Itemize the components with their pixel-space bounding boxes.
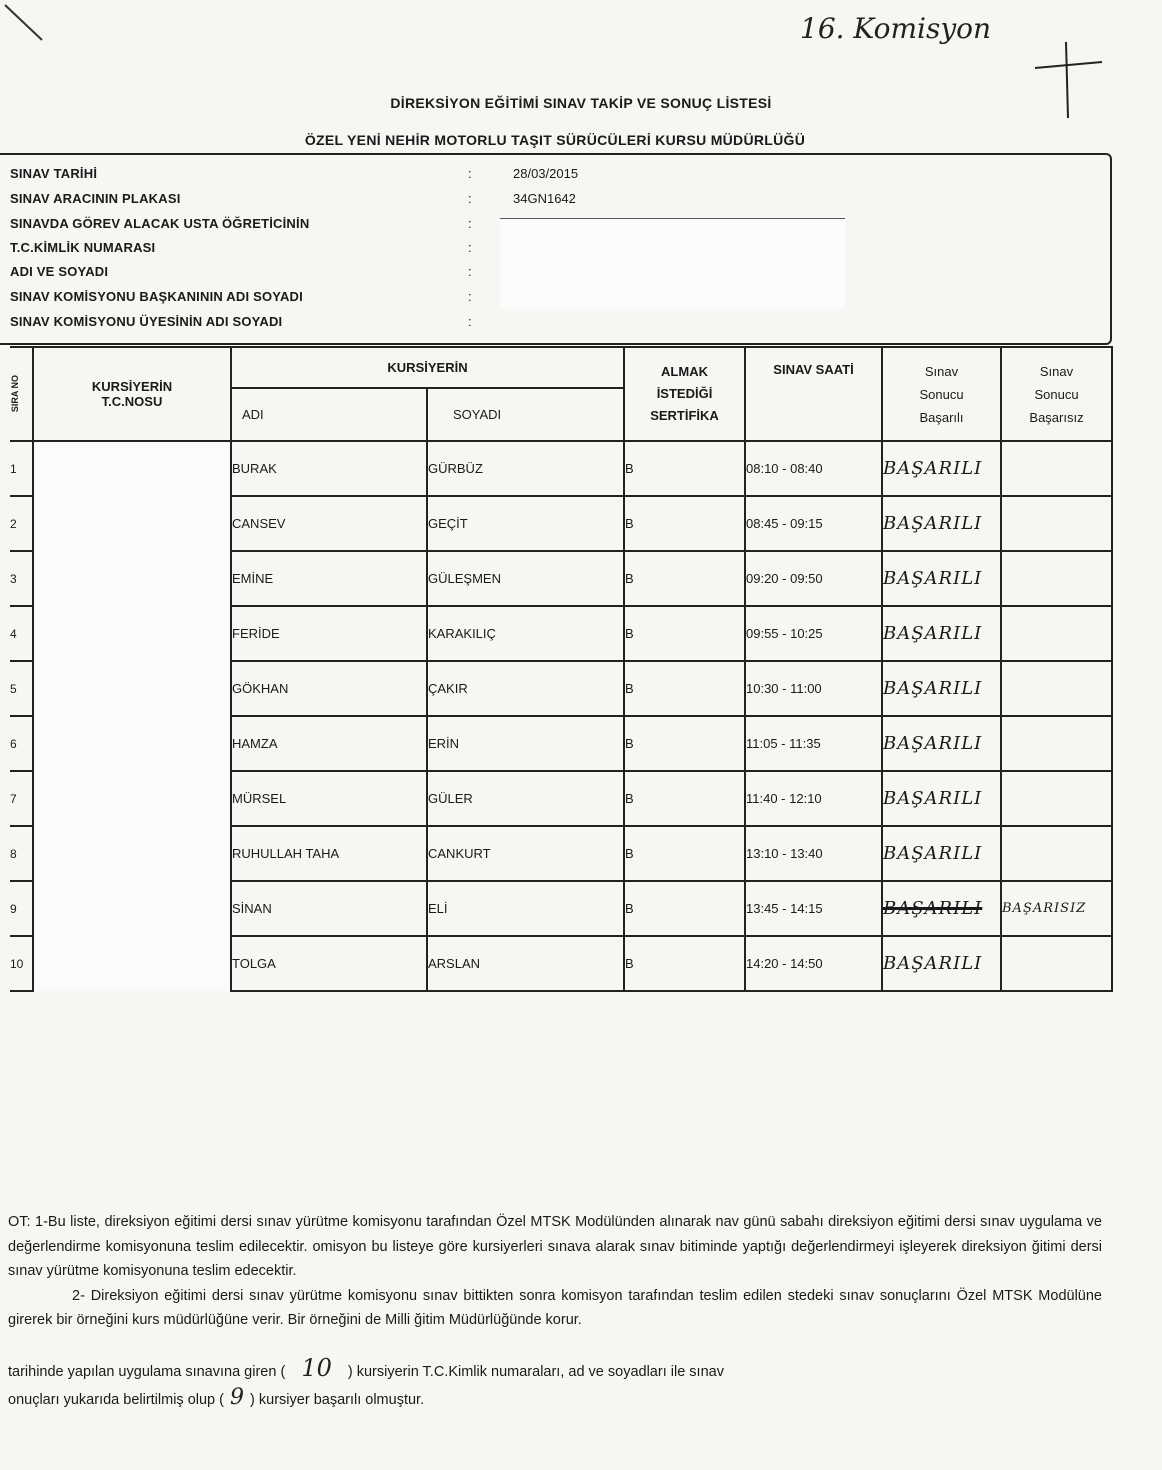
colon: : — [468, 264, 472, 279]
row-number: 10 — [10, 936, 33, 991]
result-passed: BAŞARILI — [882, 771, 1001, 826]
certificate: B — [624, 606, 745, 661]
result-failed — [1001, 661, 1112, 716]
result-passed: BAŞARILI — [882, 496, 1001, 551]
tc-number-redacted — [33, 551, 231, 606]
first-name: FERİDE — [231, 606, 427, 661]
vehicle-plate: 34GN1642 — [513, 191, 576, 206]
exam-time: 13:10 - 13:40 — [745, 826, 882, 881]
result-passed: BAŞARILI — [882, 936, 1001, 991]
result-failed — [1001, 826, 1112, 881]
info-label-member: SINAV KOMİSYONU ÜYESİNİN ADI SOYADI — [10, 314, 283, 329]
header-soyadi: SOYADI — [427, 388, 624, 441]
header-sira-no: SIRA NO — [10, 347, 33, 441]
handwritten-total-count: 10 — [301, 1353, 332, 1382]
first-name: GÖKHAN — [231, 661, 427, 716]
table-row — [10, 661, 1112, 716]
last-name: CANKURT — [427, 826, 624, 881]
exam-time: 14:20 - 14:50 — [745, 936, 882, 991]
tc-number-redacted — [33, 606, 231, 661]
note-2: 2- Direksiyon eğitimi dersi sınav yürütme komisyonu sınav bittikten sonra komisyon tarafından teslim edilen stedeki sınav sonuçlarını Özel MTSK Modülüne girerek bir örneğini kurs müdürlüğüne verir. Bir örneğini de Milli ğitim Müdürlüğünde korur. — [8, 1287, 1102, 1328]
result-failed — [1001, 936, 1112, 991]
result-passed: BAŞARILI — [882, 606, 1001, 661]
last-name: ERİN — [427, 716, 624, 771]
colon: : — [468, 240, 472, 255]
result-passed: BAŞARILI — [882, 441, 1001, 496]
handwritten-commission-label: 16. Komisyon — [800, 12, 992, 45]
results-table — [10, 346, 1113, 992]
certificate: B — [624, 771, 745, 826]
tc-number-redacted — [33, 661, 231, 716]
header-basarisiz: Sınav Sonucu Başarısız — [1001, 347, 1112, 441]
colon: : — [468, 289, 472, 304]
first-name: CANSEV — [231, 496, 427, 551]
table-row — [10, 881, 1112, 936]
colon: : — [468, 166, 472, 181]
last-name: GEÇİT — [427, 496, 624, 551]
tc-number-redacted — [33, 496, 231, 551]
row-number: 1 — [10, 441, 33, 496]
last-name: GÜRBÜZ — [427, 441, 624, 496]
row-number: 9 — [10, 881, 33, 936]
colon: : — [468, 216, 472, 231]
exam-time: 11:05 - 11:35 — [745, 716, 882, 771]
exam-time: 09:55 - 10:25 — [745, 606, 882, 661]
school-title: ÖZEL YENİ NEHİR MOTORLU TAŞIT SÜRÜCÜLERİ KURSU MÜDÜRLÜĞÜ — [304, 132, 806, 148]
table-row — [10, 936, 1112, 991]
exam-date: 28/03/2015 — [513, 166, 579, 181]
tc-number-redacted — [33, 881, 231, 936]
page-title: DİREKSİYON EĞİTİMİ SINAV TAKİP VE SONUÇ LİSTESİ — [390, 95, 772, 111]
header-sinav-saati: SINAV SAATİ — [745, 347, 882, 441]
table-row — [10, 496, 1112, 551]
redacted-area — [500, 218, 845, 309]
colon: : — [468, 314, 472, 329]
last-name: GÜLEŞMEN — [427, 551, 624, 606]
certificate: B — [624, 716, 745, 771]
info-label-date: SINAV TARİHİ — [10, 166, 98, 181]
table-row — [10, 716, 1112, 771]
first-name: EMİNE — [231, 551, 427, 606]
note-1: OT: 1-Bu liste, direksiyon eğitimi dersi sınav yürütme komisyonu tarafından Özel MTSK Modülünden alınarak nav günü sabahı direksiyon eğitimi dersi sınav uygulama ve değerlendirme komisyonuna teslim edilecektir. omisyon bu listeye göre kursiyerleri sınava alarak sınav bitiminde yaptığı değerlendirmeyi işleyerek direksiyon ğitimi dersi sınav yürütme komisyonuna teslim edecektir. — [8, 1214, 1102, 1279]
result-failed — [1001, 771, 1112, 826]
tc-number-redacted — [33, 716, 231, 771]
certificate: B — [624, 441, 745, 496]
exam-time: 08:45 - 09:15 — [745, 496, 882, 551]
info-label-plate: SINAV ARACININ PLAKASI — [10, 191, 181, 206]
row-number: 7 — [10, 771, 33, 826]
scan-mark-top-left — [0, 0, 60, 50]
info-label-instructor: SINAVDA GÖREV ALACAK USTA ÖĞRETİCİNİN — [10, 216, 310, 231]
table-row — [10, 771, 1112, 826]
result-passed: BAŞARILI — [882, 551, 1001, 606]
exam-time: 13:45 - 14:15 — [745, 881, 882, 936]
first-name: HAMZA — [231, 716, 427, 771]
tc-number-redacted — [33, 936, 231, 991]
handwritten-pass-count: 9 — [230, 1384, 245, 1410]
row-number: 3 — [10, 551, 33, 606]
last-name: ÇAKIR — [427, 661, 624, 716]
header-sertifika: ALMAK İSTEDİĞİ SERTİFİKA — [624, 347, 745, 441]
row-number: 5 — [10, 661, 33, 716]
table-row — [10, 606, 1112, 661]
result-failed: BAŞARISIZ — [1001, 881, 1112, 936]
last-name: ARSLAN — [427, 936, 624, 991]
certificate: B — [624, 661, 745, 716]
info-label-chair: SINAV KOMİSYONU BAŞKANININ ADI SOYADI — [10, 289, 303, 304]
result-failed — [1001, 716, 1112, 771]
header-basarili: Sınav Sonucu Başarılı — [882, 347, 1001, 441]
note-3-text-a: tarihinde yapılan uygulama sınavına giren ( — [8, 1363, 286, 1380]
certificate: B — [624, 826, 745, 881]
result-failed — [1001, 441, 1112, 496]
row-number: 2 — [10, 496, 33, 551]
last-name: GÜLER — [427, 771, 624, 826]
first-name: SİNAN — [231, 881, 427, 936]
table-row — [10, 551, 1112, 606]
tc-number-redacted — [33, 826, 231, 881]
exam-time: 11:40 - 12:10 — [745, 771, 882, 826]
first-name: BURAK — [231, 441, 427, 496]
info-label-name: ADI VE SOYADI — [10, 264, 109, 279]
row-number: 4 — [10, 606, 33, 661]
table-row — [10, 441, 1112, 496]
row-number: 8 — [10, 826, 33, 881]
exam-time: 08:10 - 08:40 — [745, 441, 882, 496]
first-name: MÜRSEL — [231, 771, 427, 826]
result-failed — [1001, 496, 1112, 551]
note-3-text-c: onuçları yukarıda belirtilmiş olup ( — [8, 1391, 224, 1408]
result-failed — [1001, 606, 1112, 661]
result-passed: BAŞARILI — [882, 716, 1001, 771]
result-passed: BAŞARILI — [882, 661, 1001, 716]
exam-time: 10:30 - 11:00 — [745, 661, 882, 716]
table-row — [10, 826, 1112, 881]
last-name: KARAKILIÇ — [427, 606, 624, 661]
certificate: B — [624, 881, 745, 936]
info-label-tc: T.C.KİMLİK NUMARASI — [10, 240, 156, 255]
tc-number-redacted — [33, 441, 231, 496]
certificate: B — [624, 551, 745, 606]
header-adi: ADI — [231, 388, 427, 441]
note-3 — [8, 1355, 1102, 1413]
result-passed: BAŞARILI — [882, 881, 1001, 936]
result-failed — [1001, 551, 1112, 606]
first-name: TOLGA — [231, 936, 427, 991]
header-kursiyerin: KURSİYERİN — [231, 347, 624, 388]
exam-time: 09:20 - 09:50 — [745, 551, 882, 606]
note-3-text-d: ) kursiyer başarılı olmuştur. — [250, 1391, 425, 1408]
certificate: B — [624, 936, 745, 991]
first-name: RUHULLAH TAHA — [231, 826, 427, 881]
certificate: B — [624, 496, 745, 551]
colon: : — [468, 191, 472, 206]
last-name: ELİ — [427, 881, 624, 936]
notes-section — [8, 1210, 1102, 1413]
header-tc-no: KURSİYERİN T.C.NOSU — [33, 347, 231, 441]
note-3-text-b: ) kursiyerin T.C.Kimlik numaraları, ad ve soyadları ile sınav — [347, 1363, 724, 1380]
row-number: 6 — [10, 716, 33, 771]
tc-number-redacted — [33, 771, 231, 826]
result-passed: BAŞARILI — [882, 826, 1001, 881]
